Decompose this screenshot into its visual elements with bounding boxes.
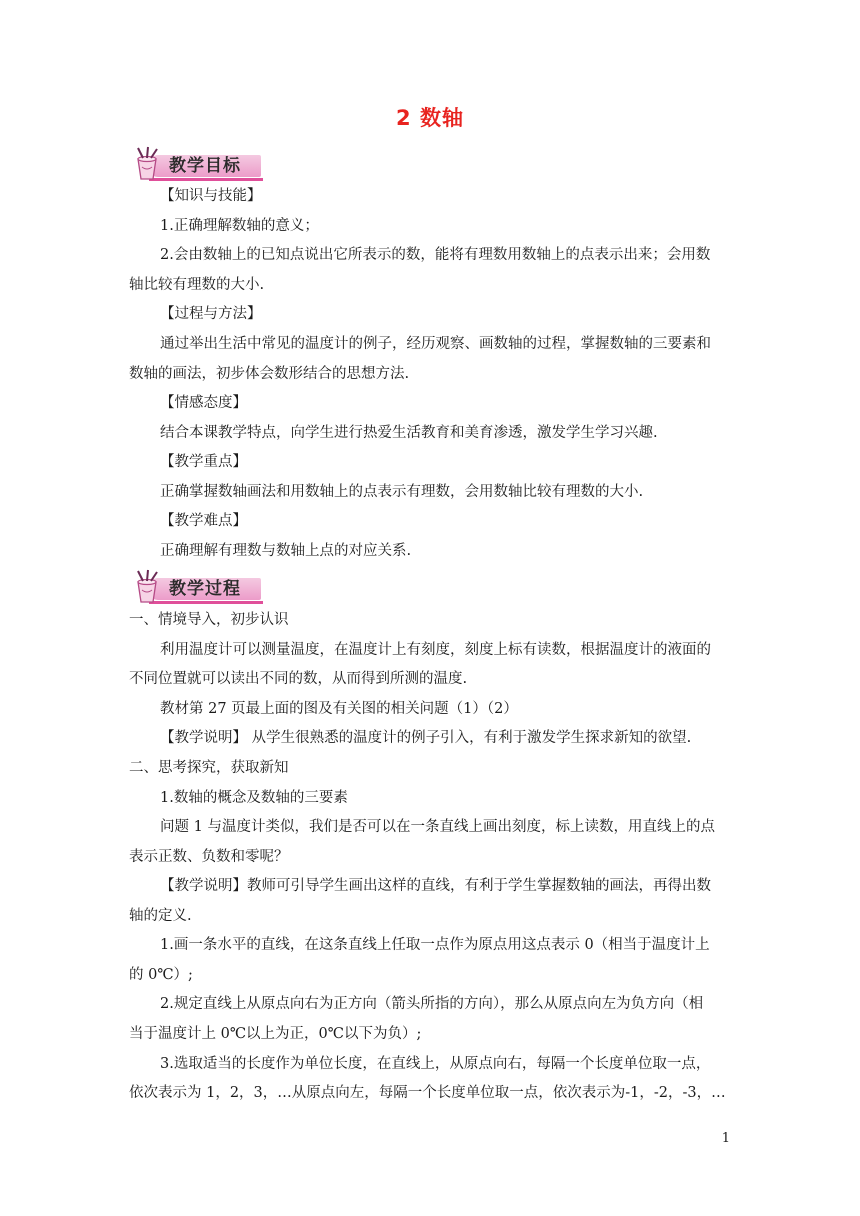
process-step2b: 当于温度计上 0℃以上为正，0℃以下为负）; xyxy=(129,1026,422,1042)
goals-key: 正确掌握数轴画法和用数轴上的点表示有理数，会用数轴比较有理数的大小. xyxy=(160,484,644,500)
section-banner-process xyxy=(129,568,263,606)
process-part2-heading: 二、思考探究，获取新知 xyxy=(129,760,289,776)
goals-knowledge-1: 1.正确理解数轴的意义； xyxy=(160,218,319,234)
goals-emotion-heading: 【情感态度】 xyxy=(160,395,247,411)
goals-difficult: 正确理解有理数与数轴上点的对应关系. xyxy=(160,543,412,559)
process-part1-note: 【教学说明】 从学生很熟悉的温度计的例子引入，有利于激发学生探求新知的欲望. xyxy=(160,730,692,746)
goals-knowledge-heading: 【知识与技能】 xyxy=(160,188,262,204)
goals-process-b: 数轴的画法，初步体会数形结合的思想方法. xyxy=(129,366,410,382)
process-step3a: 3.选取适当的长度作为单位长度，在直线上，从原点向右，每隔一个长度单位取一点， xyxy=(160,1056,711,1072)
process-part1-p2: 教材第 27 页最上面的图及有关图的相关问题（1）（2） xyxy=(160,701,518,717)
section-label-goals: 教学目标 xyxy=(169,156,241,176)
goals-difficult-heading: 【教学难点】 xyxy=(160,513,247,529)
pen-holder-icon xyxy=(129,568,165,606)
page-title: 2 数轴 xyxy=(396,106,464,130)
section-label-process: 教学过程 xyxy=(169,579,241,599)
goals-emotion: 结合本课教学特点，向学生进行热爱生活教育和美育渗透，激发学生学习兴趣. xyxy=(160,425,658,441)
goals-key-heading: 【教学重点】 xyxy=(160,454,247,470)
process-step3b: 依次表示为 1，2，3，…从原点向左，每隔一个长度单位取一点，依次表示为-1，-2，-3，… xyxy=(129,1085,726,1101)
process-part1-p1a: 利用温度计可以测量温度，在温度计上有刻度，刻度上标有读数，根据温度计的液面的 xyxy=(160,642,711,658)
goals-knowledge-2b: 轴比较有理数的大小. xyxy=(129,277,265,293)
process-note2b: 轴的定义. xyxy=(129,908,192,924)
goals-process-heading: 【过程与方法】 xyxy=(160,306,262,322)
process-q1b: 表示正数、负数和零呢？ xyxy=(129,849,289,865)
process-part1-p1b: 不同位置就可以读出不同的数，从而得到所测的温度. xyxy=(129,671,468,687)
process-note2a: 【教学说明】教师可引导学生画出这样的直线，有利于学生掌握数轴的画法，再得出数 xyxy=(160,878,711,894)
process-part2-sub1: 1.数轴的概念及数轴的三要素 xyxy=(160,790,348,806)
process-part1-heading: 一、情境导入，初步认识 xyxy=(129,612,289,628)
goals-process-a: 通过举出生活中常见的温度计的例子，经历观察、画数轴的过程，掌握数轴的三要素和 xyxy=(160,336,711,352)
process-step1a: 1.画一条水平的直线，在这条直线上任取一点作为原点用这点表示 0（相当于温度计上 xyxy=(160,937,710,953)
goals-knowledge-2a: 2.会由数轴上的已知点说出它所表示的数，能将有理数用数轴上的点表示出来；会用数 xyxy=(160,247,711,263)
process-q1a: 问题 1 与温度计类似，我们是否可以在一条直线上画出刻度，标上读数，用直线上的点 xyxy=(160,819,715,835)
pen-holder-icon xyxy=(129,145,165,183)
page-number: 1 xyxy=(721,1131,730,1146)
section-banner-goals xyxy=(129,145,263,183)
process-step1b: 的 0℃）; xyxy=(129,967,193,983)
process-step2a: 2.规定直线上从原点向右为正方向（箭头所指的方向），那么从原点向左为负方向（相 xyxy=(160,996,704,1012)
